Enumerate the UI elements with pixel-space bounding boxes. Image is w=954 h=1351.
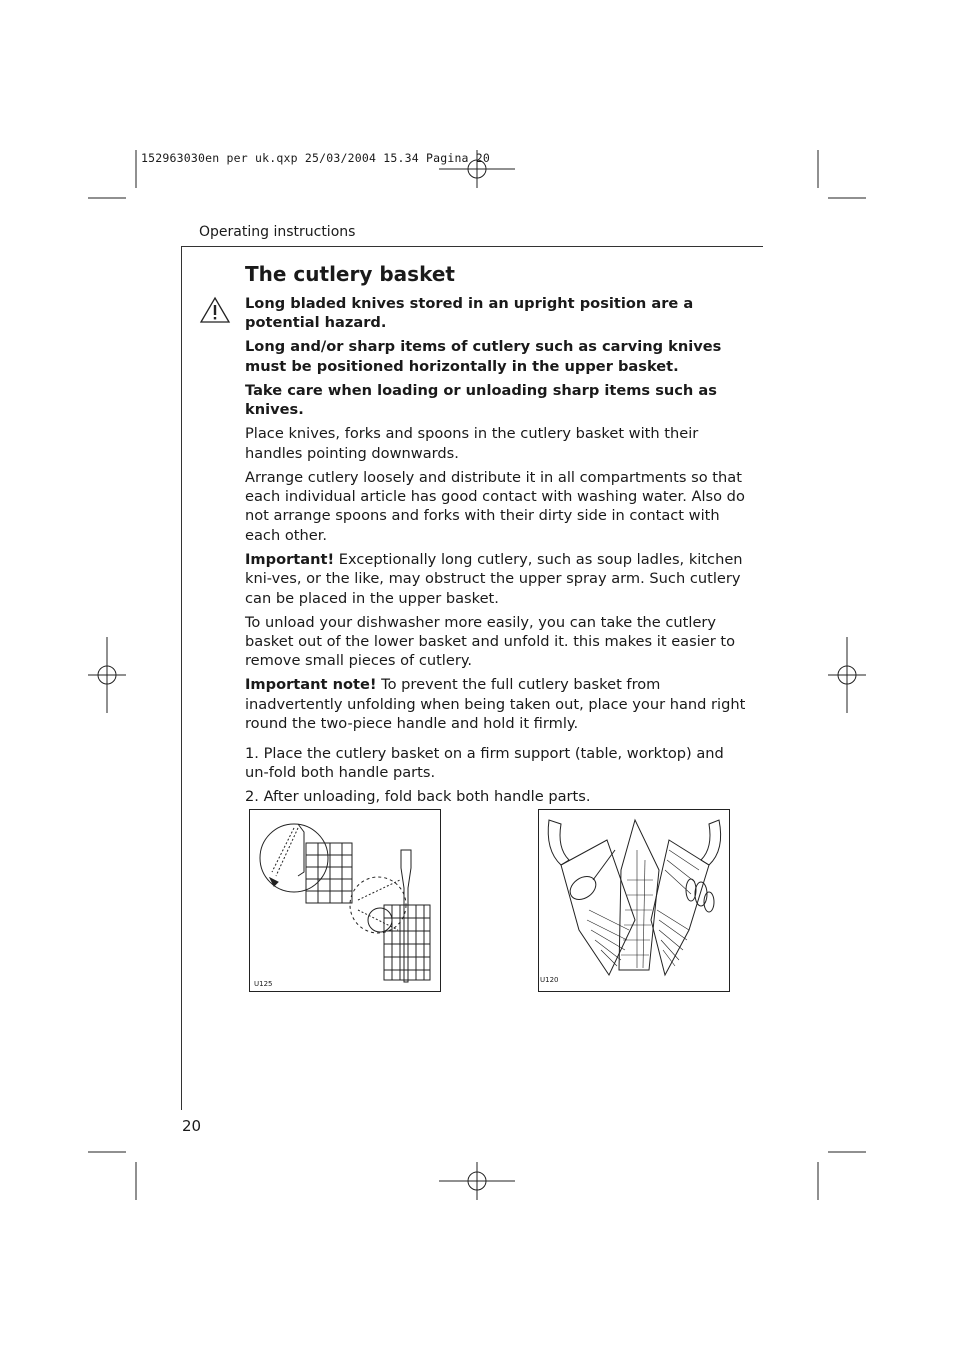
page-number: 20 <box>182 1117 202 1135</box>
margin-rule <box>181 246 182 1110</box>
warning-triangle-icon <box>199 296 231 324</box>
important-note-label: Important note! <box>245 676 377 694</box>
handle-unfold-illustration <box>250 810 440 991</box>
important-text: Exceptionally long cutlery, such as soup ladles, kitchen kni-ves, or the like, may obstruct the upper spray arm. Such cutlery can be placed in the upper basket. <box>245 550 743 607</box>
warning-1: Long bladed knives stored in an upright position are a potential hazard. <box>245 295 694 332</box>
paragraph-unload: To unload your dishwasher more easily, you can take the cutlery basket out of the lower basket and unfold it. this makes it easier to remove small pieces of cutlery. <box>245 613 736 670</box>
basket-unfolded-illustration <box>539 810 729 991</box>
step-item <box>245 787 750 806</box>
figure-basket-unfolded <box>538 809 730 992</box>
warning-2: Long and/or sharp items of cutlery such as carving knives must be positioned horizontally in the upper basket. <box>245 338 722 375</box>
figure-label: U120 <box>540 976 559 984</box>
steps-list <box>245 744 750 807</box>
step-item <box>245 744 750 783</box>
figure-label: U125 <box>254 980 273 988</box>
important-note-text: To prevent the full cutlery basket from inadvertently unfolding when being taken out, place your hand right round the two-piece handle and hold it firmly. <box>245 676 746 733</box>
page-title: The cutlery basket <box>245 262 455 286</box>
paragraph-handles: Place knives, forks and spoons in the cutlery basket with their handles pointing downwards. <box>245 425 699 462</box>
step-number: 1. <box>245 744 259 762</box>
step-text: Place the cutlery basket on a firm support (table, worktop) and un-fold both handle parts. <box>245 744 724 782</box>
step-text: After unloading, fold back both handle parts. <box>258 788 591 806</box>
paragraph-arrange: Arrange cutlery loosely and distribute it in all compartments so that each individual article has good contact with washing water. Also do not arrange spoons and forks with their dirty side in contact with each other. <box>245 468 745 544</box>
important-paragraph <box>245 550 750 608</box>
section-header: Operating instructions <box>199 224 356 240</box>
step-number: 2. <box>245 788 259 806</box>
slug-line: 152963030en per uk.qxp 25/03/2004 15.34 Pagina 20 <box>141 151 491 165</box>
important-note-paragraph <box>245 675 750 733</box>
main-content <box>245 294 750 811</box>
important-label: Important! <box>245 550 335 568</box>
warning-3: Take care when loading or unloading sharp items such as knives. <box>245 381 717 419</box>
header-rule <box>181 246 763 247</box>
figure-handle-unfold <box>249 809 441 992</box>
